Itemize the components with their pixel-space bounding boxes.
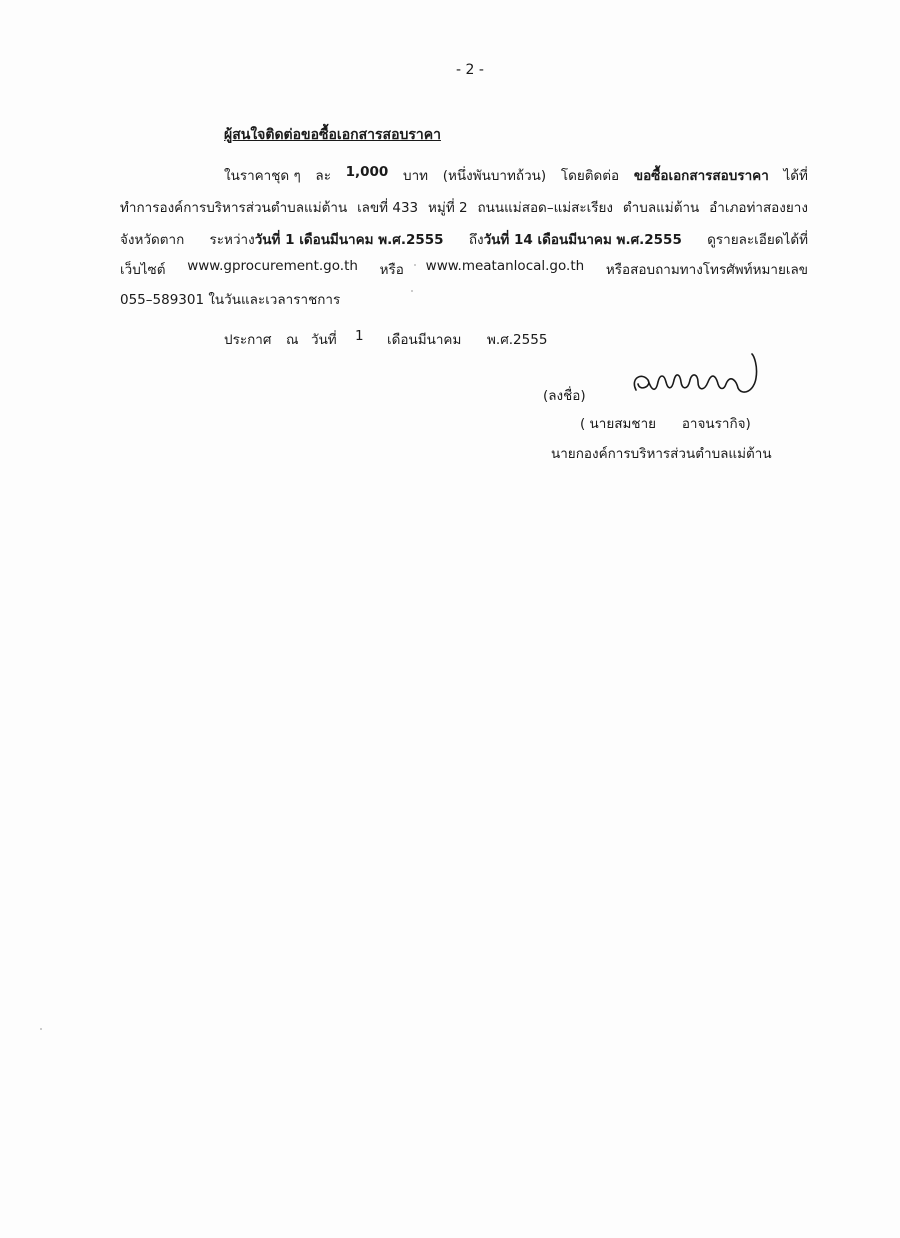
text-segment: ละ bbox=[315, 168, 331, 184]
text-segment: หรือสอบถามทางโทรศัพท์หมายเลข bbox=[605, 262, 808, 278]
text-segment: โดยติดต่อ bbox=[560, 168, 620, 184]
text-segment: บาท bbox=[403, 168, 429, 184]
paragraph-line-3 bbox=[120, 228, 808, 250]
text-segment: (หนึ่งพันบาทถ้วน) bbox=[442, 168, 547, 184]
text-segment: ตำบลแม่ต้าน bbox=[622, 200, 700, 216]
scan-speck bbox=[414, 264, 416, 266]
paragraph-line-1 bbox=[224, 164, 808, 186]
text-segment: พ.ศ.2555 bbox=[487, 332, 548, 348]
signatory-title: นายกองค์การบริหารส่วนตำบลแม่ต้าน bbox=[551, 446, 772, 462]
website-link-gprocurement: www.gprocurement.go.th bbox=[187, 258, 358, 274]
scan-speck bbox=[411, 290, 413, 292]
scan-speck bbox=[40, 1028, 42, 1030]
text-segment: ประกาศ bbox=[224, 332, 272, 348]
paragraph-line-5: 055–589301 ในวันและเวลาราชการ bbox=[120, 292, 341, 308]
text-segment: ในราคาชุด ๆ bbox=[224, 168, 301, 184]
page-number: - 2 - bbox=[456, 62, 484, 78]
text-segment: ถึง bbox=[468, 232, 484, 248]
text-segment: ระหว่าง bbox=[209, 232, 255, 248]
paragraph-line-2 bbox=[120, 196, 808, 218]
bold-phrase: ขอซื้อเอกสารสอบราคา bbox=[633, 168, 769, 184]
end-date: วันที่ 14 เดือนมีนาคม พ.ศ.2555 bbox=[483, 232, 682, 248]
text-segment: จังหวัดตาก bbox=[120, 232, 185, 248]
paragraph-line-4 bbox=[120, 258, 808, 280]
text-segment: ทำการองค์การบริหารส่วนตำบลแม่ต้าน bbox=[120, 200, 348, 216]
text-segment: 1 bbox=[355, 328, 364, 344]
signature-label: (ลงชื่อ) bbox=[543, 388, 586, 404]
text-segment: หรือ bbox=[379, 262, 404, 278]
text-segment: วันที่ bbox=[311, 332, 337, 348]
text-segment: ถนนแม่สอด–แม่สะเรียง bbox=[477, 200, 614, 216]
start-date: วันที่ 1 เดือนมีนาคม พ.ศ.2555 bbox=[254, 232, 444, 248]
text-segment: ได้ที่ bbox=[783, 168, 808, 184]
text-segment: เลขที่ 433 bbox=[357, 200, 419, 216]
website-link-meatanlocal: www.meatanlocal.go.th bbox=[425, 258, 585, 274]
text-segment: ดูรายละเอียดได้ที่ bbox=[707, 232, 808, 248]
price-value: 1,000 bbox=[345, 164, 389, 180]
announcement-date bbox=[224, 328, 547, 350]
text-segment: เดือนมีนาคม bbox=[387, 332, 462, 348]
text-segment: หมู่ที่ 2 bbox=[428, 200, 468, 216]
section-heading: ผู้สนใจติดต่อขอซื้อเอกสารสอบราคา bbox=[224, 127, 441, 143]
handwritten-signature bbox=[626, 352, 766, 402]
signature-row bbox=[540, 352, 780, 402]
text-segment: อำเภอท่าสองยาง bbox=[709, 200, 808, 216]
signatory-name: ( นายสมชาย อาจนรากิจ) bbox=[580, 416, 751, 432]
text-segment: เว็บไซต์ bbox=[120, 262, 166, 278]
text-segment: ณ bbox=[286, 332, 299, 348]
